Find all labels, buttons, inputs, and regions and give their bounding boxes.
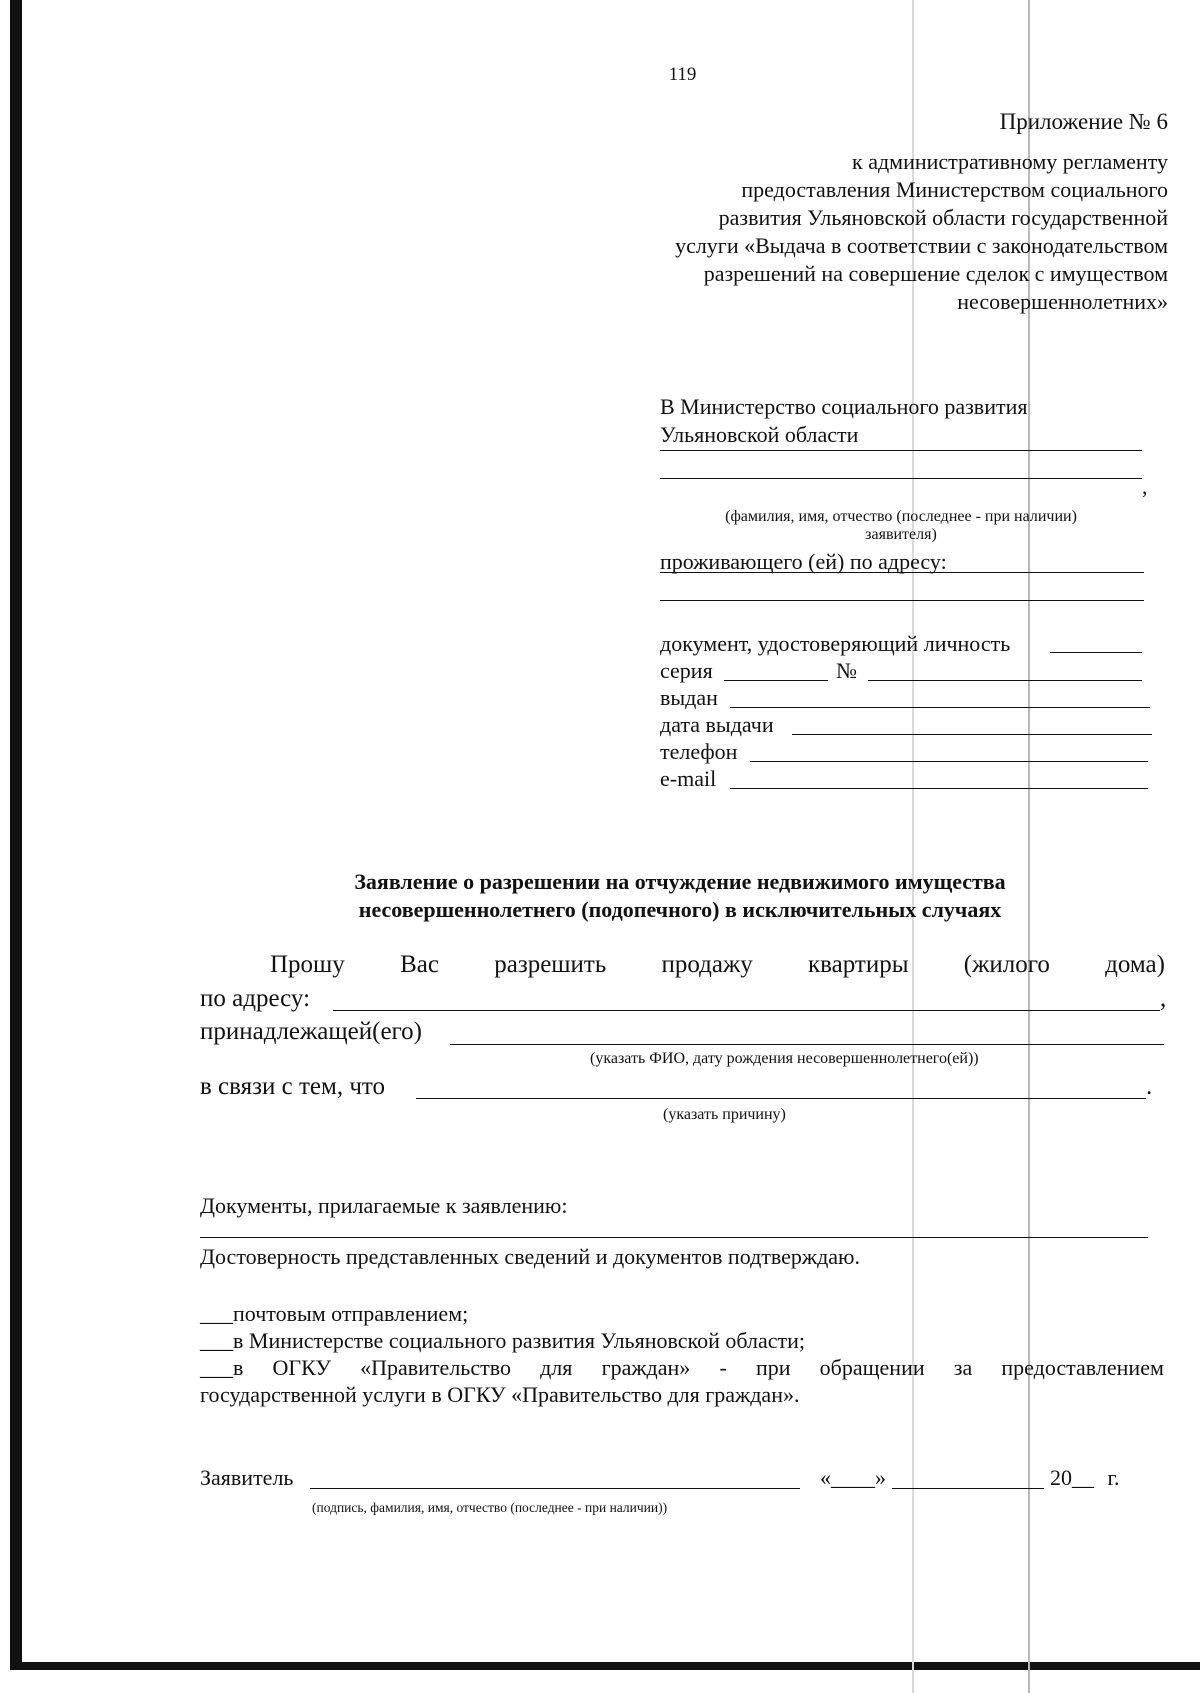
application-title: [200, 868, 1160, 924]
issued-by-field[interactable]: [730, 707, 1150, 708]
regulation-line: развития Ульяновской области государственной: [718, 205, 1168, 230]
request-word: продажу: [661, 951, 753, 978]
delivery-option-ministry[interactable]: [200, 1327, 805, 1355]
day-field[interactable]: ____: [831, 1465, 875, 1490]
option-word: -: [719, 1355, 727, 1380]
year-suffix: г.: [1107, 1465, 1120, 1490]
number-field[interactable]: [868, 680, 1142, 681]
reason-hint: (указать причину): [663, 1106, 786, 1123]
phone-label: телефон: [660, 739, 738, 764]
title-line: Заявление о разрешении на отчуждение недвижимого имущества: [354, 869, 1006, 894]
series-field[interactable]: [724, 680, 828, 681]
confirmation-text: Достоверность представленных сведений и документов подтверждаю.: [200, 1244, 860, 1269]
name-hint-line: заявителя): [865, 526, 937, 543]
issue-date-field[interactable]: [792, 734, 1152, 735]
request-word: квартиры: [808, 951, 909, 978]
option-word: [200, 1354, 243, 1382]
year-field-group: [1050, 1464, 1120, 1492]
request-paragraph: [200, 950, 1165, 980]
option-word: «Правительство: [360, 1355, 511, 1380]
residing-label: проживающего (ей) по адресу:: [660, 549, 947, 574]
request-word: дома): [1105, 951, 1165, 978]
name-hint: [660, 508, 1142, 544]
option-word: за: [953, 1355, 973, 1380]
option-label: в Министерстве социального развития Ульяновской области;: [233, 1328, 805, 1353]
appendix-label: Приложение № 6: [999, 109, 1168, 134]
residence-address-field[interactable]: [660, 572, 1144, 573]
email-field[interactable]: [730, 788, 1148, 789]
delivery-option-ogku[interactable]: [200, 1354, 1164, 1382]
option-word: для: [540, 1355, 573, 1380]
request-word: (жилого: [963, 951, 1050, 978]
applicant-name-field[interactable]: [660, 478, 1142, 479]
month-field[interactable]: [892, 1488, 1044, 1489]
reason-label: в связи с тем, что: [200, 1073, 385, 1100]
page-number: 119: [668, 64, 697, 85]
owner-hint: (указать ФИО, дату рождения несовершеннолетнего(ей)): [590, 1050, 979, 1067]
option-word: в: [233, 1355, 244, 1380]
quote-close: »: [875, 1465, 886, 1490]
id-document-label: документ, удостоверяющий личность: [660, 631, 1011, 656]
scan-left-edge: [10, 0, 22, 1670]
issue-date-label: дата выдачи: [660, 712, 774, 737]
year-prefix: 20: [1050, 1465, 1072, 1490]
regulation-line: к административному регламенту: [852, 149, 1168, 174]
option-word: граждан»: [601, 1355, 691, 1380]
documents-label: Документы, прилагаемые к заявлению:: [200, 1193, 568, 1218]
request-line: [200, 950, 1165, 980]
applicant-name-field[interactable]: [660, 450, 1142, 451]
signature-hint: (подпись, фамилия, имя, отчество (последнее - при наличии)): [312, 1500, 668, 1515]
title-line: несовершеннолетнего (подопечного) в исключительных случаях: [358, 897, 1002, 922]
trailing-comma: ,: [1142, 474, 1148, 499]
owner-label: принадлежащей(его): [200, 1018, 422, 1045]
option-checkbox-blank[interactable]: ___: [200, 1328, 233, 1353]
regulation-line: разрешений на совершение сделок с имуществом: [703, 261, 1168, 286]
id-document-field[interactable]: [1050, 652, 1142, 653]
option-checkbox-blank[interactable]: ___: [200, 1301, 233, 1326]
addressee-line: Ульяновской области: [660, 422, 859, 447]
option-word: предоставлением: [1001, 1355, 1164, 1380]
signature-field[interactable]: [310, 1488, 800, 1489]
request-word: разрешить: [494, 951, 607, 978]
documents-field[interactable]: [200, 1237, 1148, 1238]
request-word: Вас: [400, 951, 439, 978]
year-field[interactable]: __: [1072, 1465, 1094, 1490]
signature-date: [820, 1464, 886, 1492]
number-label: №: [836, 658, 857, 683]
option-checkbox-blank[interactable]: ___: [200, 1355, 233, 1380]
option-word: обращении: [819, 1355, 925, 1380]
request-word: Прошу: [270, 951, 345, 978]
owner-field[interactable]: [450, 1044, 1164, 1045]
address-label: по адресу:: [200, 985, 311, 1012]
applicant-signature-label: Заявитель: [200, 1465, 294, 1490]
scan-bottom-edge: [10, 1662, 1200, 1670]
addressee-block: [660, 393, 1160, 449]
delivery-option-ogku-cont: государственной услуги в ОГКУ «Правительство для граждан».: [200, 1382, 800, 1407]
regulation-line: услуги «Выдача в соответствии с законодательством: [675, 233, 1168, 258]
regulation-line: несовершеннолетних»: [957, 289, 1168, 314]
issued-label: выдан: [660, 685, 718, 710]
email-label: e-mail: [660, 766, 717, 791]
quote-open: «: [820, 1465, 831, 1490]
phone-field[interactable]: [750, 761, 1148, 762]
reason-end: .: [1146, 1073, 1153, 1100]
residence-address-field[interactable]: [660, 600, 1144, 601]
option-word: ОГКУ: [272, 1355, 331, 1380]
regulation-line: предоставления Министерством социального: [741, 177, 1168, 202]
series-label: серия: [660, 658, 713, 683]
regulation-reference: [568, 148, 1168, 316]
option-label: почтовым отправлением;: [233, 1301, 469, 1326]
delivery-option-post[interactable]: [200, 1300, 468, 1328]
property-address-field[interactable]: [333, 1010, 1160, 1011]
name-hint-line: (фамилия, имя, отчество (последнее - при наличии): [725, 508, 1077, 525]
address-end: ,: [1160, 985, 1167, 1012]
option-word: при: [755, 1355, 791, 1380]
reason-field[interactable]: [416, 1098, 1146, 1099]
addressee-line: В Министерство социального развития: [660, 394, 1028, 419]
